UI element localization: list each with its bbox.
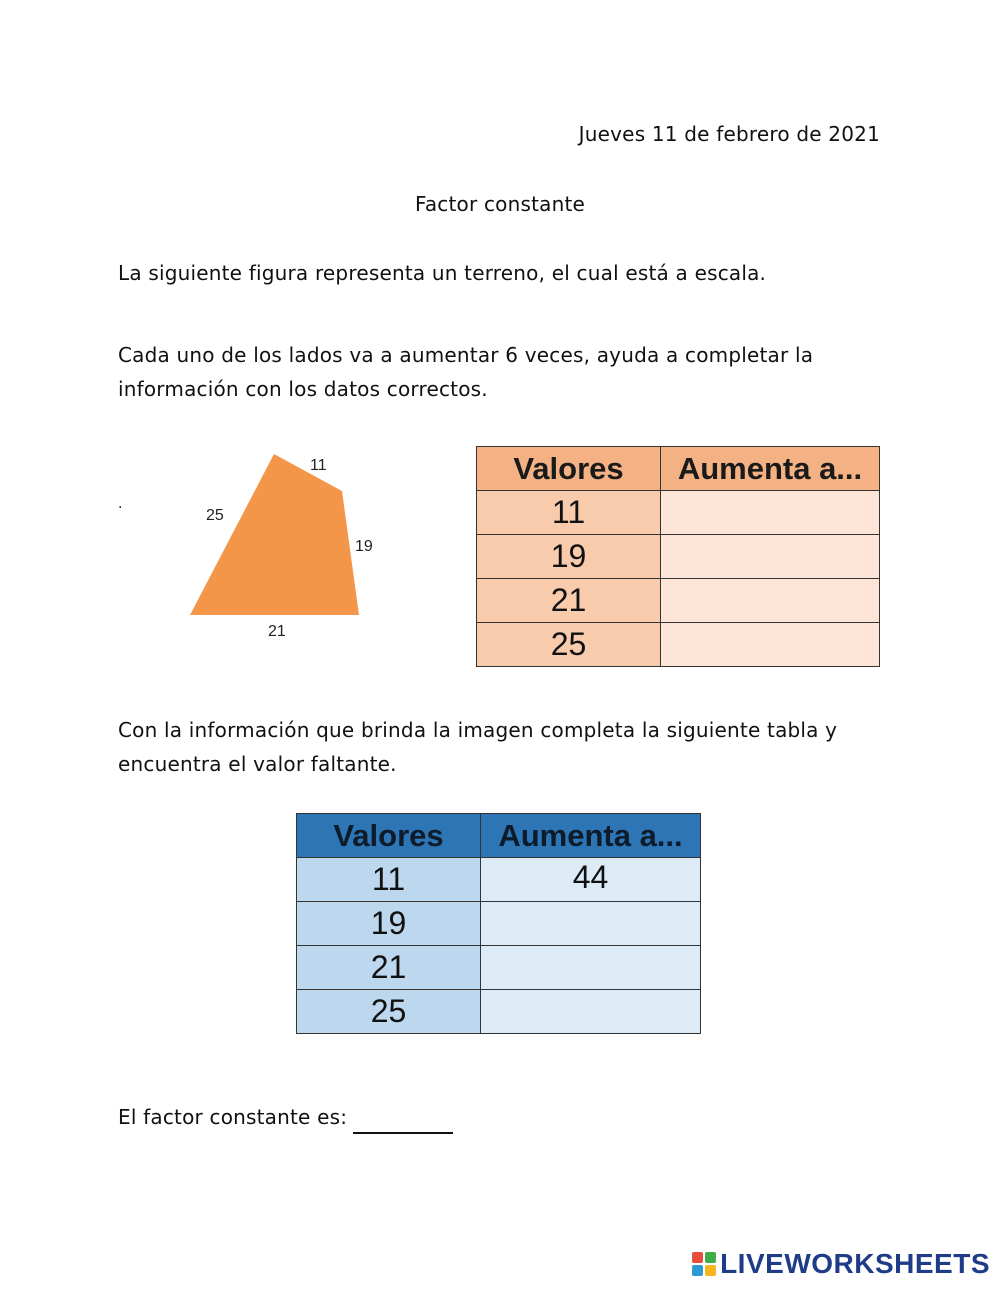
- value-cell: 25: [477, 623, 661, 667]
- answer-cell[interactable]: [661, 623, 880, 667]
- intro-text: La siguiente figura representa un terreno, el cual está a escala.: [118, 261, 767, 285]
- logo-text: LIVEWORKSHEETS: [720, 1248, 990, 1279]
- table-row: [297, 946, 701, 990]
- table-row: [477, 535, 880, 579]
- answer-cell[interactable]: [481, 902, 701, 946]
- value-cell: 25: [297, 990, 481, 1034]
- answer-cell[interactable]: [481, 946, 701, 990]
- logo-mark-icon: [692, 1252, 716, 1276]
- table-row: [477, 491, 880, 535]
- value-cell: 19: [477, 535, 661, 579]
- header-values: Valores: [477, 447, 661, 491]
- header-increase: Aumenta a...: [661, 447, 880, 491]
- table-row: [477, 579, 880, 623]
- terrain-polygon: [190, 454, 359, 615]
- worksheet-title: Factor constante: [414, 192, 586, 216]
- constant-factor-blank[interactable]: [353, 1110, 453, 1134]
- scale-table-blue: [296, 813, 701, 1034]
- instruction-text-1: Cada uno de los lados va a aumentar 6 veces, ayuda a completar la información con los datos correctos.: [118, 343, 814, 401]
- answer-cell[interactable]: [661, 491, 880, 535]
- value-cell: 11: [297, 858, 481, 902]
- table-row: [297, 858, 701, 902]
- table-row: [297, 990, 701, 1034]
- table-row: [477, 623, 880, 667]
- value-cell: 11: [477, 491, 661, 535]
- date-text: Jueves 11 de febrero de 2021: [578, 122, 880, 146]
- stray-dot: .: [118, 496, 123, 512]
- value-cell: 19: [297, 902, 481, 946]
- terrain-figure: [170, 440, 400, 650]
- value-cell: 21: [297, 946, 481, 990]
- constant-factor-line: [118, 1100, 453, 1134]
- side-label-bottom: 21: [268, 623, 286, 640]
- side-label-left: 25: [206, 507, 224, 524]
- table-header-row: [477, 447, 880, 491]
- scale-table-orange: [476, 446, 880, 667]
- side-label-top: 11: [310, 457, 327, 474]
- instruction-text-2: Con la información que brinda la imagen completa la siguiente tabla y encuentra el valor faltante.: [118, 718, 838, 776]
- answer-cell[interactable]: [661, 579, 880, 623]
- header-values: Valores: [297, 814, 481, 858]
- header-increase: Aumenta a...: [481, 814, 701, 858]
- answer-cell[interactable]: 44: [481, 858, 701, 902]
- table-header-row: [297, 814, 701, 858]
- table-row: [297, 902, 701, 946]
- constant-factor-label: El factor constante es:: [118, 1105, 348, 1129]
- answer-cell[interactable]: [661, 535, 880, 579]
- liveworksheets-logo: [692, 1249, 990, 1279]
- side-label-right: 19: [355, 538, 373, 555]
- answer-cell[interactable]: [481, 990, 701, 1034]
- value-cell: 21: [477, 579, 661, 623]
